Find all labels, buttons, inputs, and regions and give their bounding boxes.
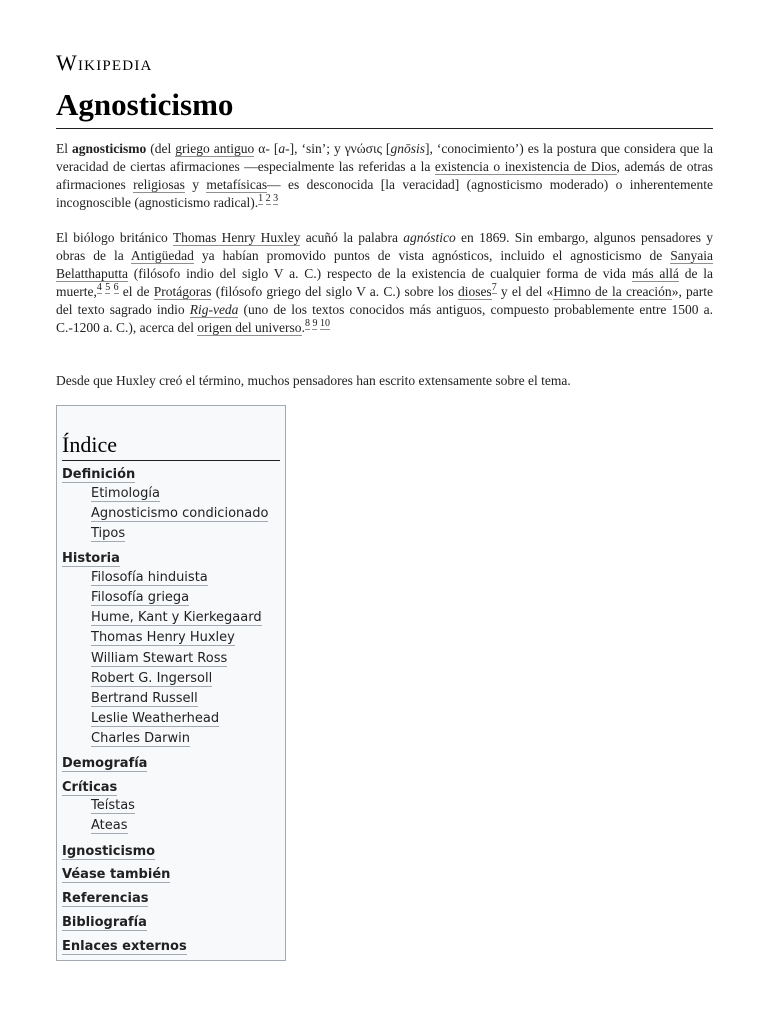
citation-5[interactable]: 5 [105, 282, 111, 293]
link-sanyaia-belatthaputta[interactable]: Sanyaia Belatthaputta [56, 248, 713, 281]
text: el de [118, 284, 154, 299]
link-metafisicas[interactable]: metafísicas [206, 177, 268, 192]
toc-item-william-stewart-ross[interactable]: William Stewart Ross [91, 651, 228, 666]
text: en 1869. Sin embargo, algunos pensadores y obras de la [56, 230, 713, 263]
text: (filósofo griego del siglo V a. C.) sobre los [211, 284, 458, 299]
text: acuñó la palabra [300, 230, 404, 245]
text: , además de otras afirmaciones [56, 159, 713, 192]
text: ], ‘sin’; y γνώσις [ [289, 141, 391, 156]
text: (del [146, 141, 176, 156]
bold-term: agnosticismo [72, 141, 147, 156]
link-protagoras[interactable]: Protágoras [153, 284, 212, 299]
toc-item-hume-kant-kierkegaard[interactable]: Hume, Kant y Kierkegaard [91, 610, 262, 625]
toc-item-referencias[interactable]: Referencias [62, 891, 149, 906]
toc-item-ignosticismo[interactable]: Ignosticismo [62, 844, 156, 859]
toc-item-demografia[interactable]: Demografía [62, 756, 148, 771]
toc-item-thomas-henry-huxley[interactable]: Thomas Henry Huxley [91, 630, 235, 645]
text: . [301, 320, 305, 335]
toc-item-filosofia-hinduista[interactable]: Filosofía hinduista [91, 570, 208, 585]
italic-text: a- [278, 141, 290, 156]
link-origen-del-universo[interactable]: origen del universo [197, 320, 302, 335]
citation-3[interactable]: 3 [273, 193, 279, 204]
link-himno-de-la-creacion[interactable]: Himno de la creación [553, 284, 672, 299]
link-rig-veda[interactable]: Rig-veda [189, 302, 239, 317]
table-of-contents [56, 405, 286, 961]
text: ya habían promovido puntos de vista agnósticos, incluido el agnosticismo de [193, 248, 671, 263]
citation-1[interactable]: 1 [258, 193, 264, 204]
text: de la muerte, [56, 266, 713, 299]
toc-item-bibliografia[interactable]: Bibliografía [62, 915, 147, 930]
link-dioses[interactable]: dioses [457, 284, 492, 299]
wikipedia-wordmark[interactable]: Wikipedia [56, 50, 153, 75]
toc-item-enlaces-externos[interactable]: Enlaces externos [62, 939, 187, 954]
italic-text: gnōsis [390, 141, 425, 156]
text: y [184, 177, 207, 192]
text: (uno de los textos conocidos más antiguos, compuesto probablemente entre 1500 a. C.-1200 a. C.), acerca del [56, 302, 713, 335]
link-existencia-de-dios[interactable]: existencia o inexistencia de Dios [434, 159, 617, 174]
citation-10[interactable]: 10 [319, 318, 330, 329]
link-griego-antiguo[interactable]: griego antiguo [175, 141, 255, 156]
toc-title: Índice [62, 432, 280, 461]
link-religiosas[interactable]: religiosas [133, 177, 185, 192]
text: (filósofo indio del siglo V a. C.) respecto de la existencia de cualquier forma de vida [127, 266, 632, 281]
toc-item-bertrand-russell[interactable]: Bertrand Russell [91, 691, 198, 706]
text: — es desconocida [la veracidad] (agnosticismo moderado) o inherentemente incognoscible (agnosticismo radical). [56, 177, 714, 210]
closing-paragraph: Desde que Huxley creó el término, muchos pensadores han escrito extensamente sobre el tema. [56, 373, 571, 388]
toc-item-agnosticismo-condicionado[interactable]: Agnosticismo condicionado [91, 506, 269, 521]
text: El [56, 141, 73, 156]
citation-8[interactable]: 8 [304, 318, 310, 329]
toc-item-charles-darwin[interactable]: Charles Darwin [91, 731, 190, 746]
toc-item-criticas[interactable]: Críticas [62, 780, 118, 795]
text: ], ‘conocimiento’) es la postura que considera que la veracidad de ciertas afirmaciones —especialmente las referidas a la [56, 141, 713, 174]
citation-2[interactable]: 2 [265, 193, 271, 204]
citation-6[interactable]: 6 [113, 282, 119, 293]
toc-item-tipos[interactable]: Tipos [91, 526, 126, 541]
history-paragraph [56, 229, 713, 337]
toc-item-leslie-weatherhead[interactable]: Leslie Weatherhead [91, 711, 220, 726]
text: α- [ [254, 141, 279, 156]
link-mas-alla[interactable]: más allá [631, 266, 679, 281]
citation-9[interactable]: 9 [312, 318, 318, 329]
link-antiguedad[interactable]: Antigüedad [130, 248, 194, 263]
text: y el del « [496, 284, 554, 299]
toc-item-robert-ingersoll[interactable]: Robert G. Ingersoll [91, 671, 213, 686]
text: El biólogo británico [56, 230, 173, 245]
citation-7[interactable]: 7 [491, 282, 497, 293]
citation-4[interactable]: 4 [96, 282, 102, 293]
toc-item-filosofia-griega[interactable]: Filosofía griega [91, 590, 190, 605]
intro-paragraph [56, 140, 713, 212]
italic-text: agnóstico [403, 230, 456, 245]
toc-item-vease-tambien[interactable]: Véase también [62, 867, 171, 882]
toc-item-ateas[interactable]: Ateas [91, 818, 128, 833]
link-thomas-henry-huxley[interactable]: Thomas Henry Huxley [172, 230, 301, 245]
text: », parte del texto sagrado indio [56, 284, 714, 317]
toc-item-definicion[interactable]: Definición [62, 467, 136, 482]
page-title: Agnosticismo [56, 88, 713, 129]
toc-item-historia[interactable]: Historia [62, 551, 120, 566]
toc-item-teistas[interactable]: Teístas [91, 798, 135, 813]
toc-item-etimologia[interactable]: Etimología [91, 486, 160, 501]
